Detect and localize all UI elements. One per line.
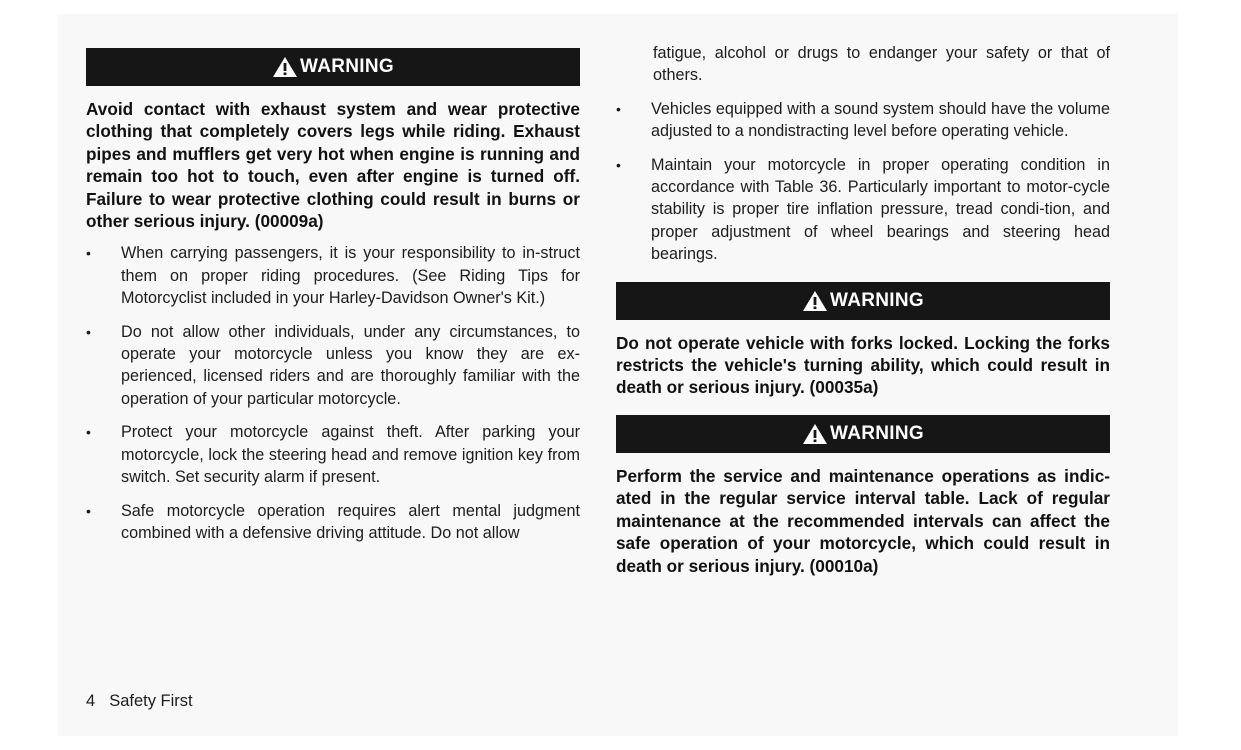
page-number: 4 (86, 692, 96, 710)
left-column (86, 48, 580, 555)
list-item (616, 98, 1110, 143)
continuation-paragraph: fatigue, alcohol or drugs to endanger your safety or that of others. (653, 44, 1110, 85)
section-title: Safety First (109, 692, 193, 710)
bullet-list (86, 242, 580, 544)
list-item (86, 321, 580, 411)
bullet-glyph: • (86, 323, 91, 340)
warning-triangle-icon (802, 423, 828, 445)
bullet-glyph: • (86, 245, 91, 262)
list-item-text: Vehicles equipped with a sound system should have the volume adjusted to a nondistracting level before operating vehicle. (651, 99, 1110, 141)
warning-banner (616, 282, 1110, 320)
warning-text: Avoid contact with exhaust system and wear protective clothing that completely covers legs while riding. Exhaust pipes and mufflers get very hot when engine is running and remain too hot to touch, even after engine is turned off. Failure to wear protective clothing could result in burns or other serious injury. (00009a) (86, 99, 580, 232)
warning-text: Perform the service and maintenance operations as indic-ated in the regular service interval table. Lack of regular maintenance at the recommended intervals can affect the safe operation of your motorcycle, which could result in death or serious injury. (00010a) (616, 465, 1110, 576)
warning-banner (86, 48, 580, 86)
bullet-glyph: • (86, 502, 91, 519)
list-item (616, 154, 1110, 266)
warning-text: Do not operate vehicle with forks locked. Locking the forks restricts the vehicle's turning ability, which could result in death or serious injury. (00035a) (616, 332, 1110, 398)
warning-triangle-icon (272, 56, 298, 78)
list-item-text: Safe motorcycle operation requires alert mental judgment combined with a defensive driving attitude. Do not allow (121, 501, 580, 542)
list-item-text: Maintain your motorcycle in proper operating condition in accordance with Table 36. Particularly important to motor-cycle stability is proper tire inflation pressure, tread condi-tion, and proper adjustment of wheel bearings and steering head bearings. (651, 155, 1110, 264)
bullet-glyph: • (616, 156, 621, 173)
bullet-list (616, 98, 1110, 266)
bullet-glyph: • (616, 100, 621, 117)
list-item (86, 242, 580, 309)
page-footer (86, 692, 193, 711)
warning-label: WARNING (300, 56, 394, 77)
list-item-text: Protect your motorcycle against theft. After parking your motorcycle, lock the steering head and remove ignition key from switch. Set security alarm if present. (121, 423, 580, 487)
bullet-glyph: • (86, 424, 91, 441)
warning-banner (616, 415, 1110, 453)
right-column (616, 42, 1110, 577)
warning-label: WARNING (830, 289, 924, 311)
warning-label: WARNING (830, 422, 924, 444)
list-item (86, 500, 580, 545)
warning-triangle-icon (802, 290, 828, 312)
list-item (86, 421, 580, 488)
list-item-text: When carrying passengers, it is your responsibility to in-struct them on proper riding procedures. (See Riding Tips for Motorcyclist included in your Harley-Davidson Owner's Kit.) (121, 244, 580, 308)
list-item-text: Do not allow other individuals, under any circumstances, to operate your motorcycle unless you know they are ex-perienced, licensed riders and are thoroughly familiar with the operation of your particular motorcycle. (121, 322, 580, 408)
